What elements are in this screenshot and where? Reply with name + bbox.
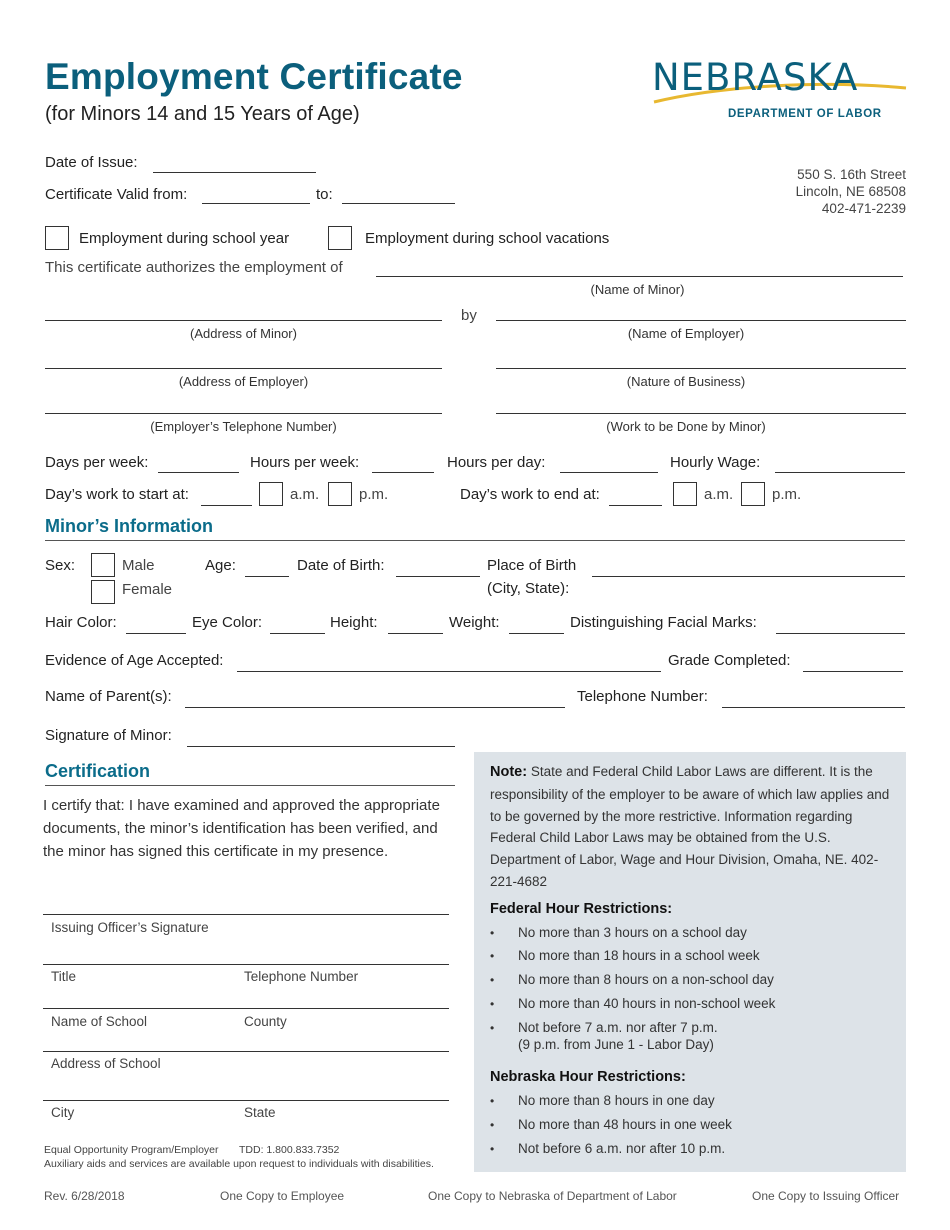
federal-item-extra: (9 p.m. from June 1 - Labor Day)	[518, 1037, 714, 1052]
start-pm-checkbox[interactable]	[328, 482, 352, 506]
name-of-minor-caption: (Name of Minor)	[590, 282, 685, 297]
title-label: Title	[51, 969, 77, 984]
bullet-icon: •	[490, 1094, 495, 1108]
hair-color-label: Hair Color:	[45, 614, 117, 631]
employer-phone-field[interactable]	[45, 413, 442, 414]
officer-phone-label: Telephone Number	[244, 969, 359, 984]
school-address-field[interactable]	[43, 1051, 449, 1052]
school-vacations-checkbox[interactable]	[328, 226, 352, 250]
name-of-employer-caption: (Name of Employer)	[627, 326, 745, 341]
federal-item: No more than 40 hours in non-school week	[518, 996, 776, 1011]
nebraska-heading: Nebraska Hour Restrictions:	[490, 1069, 686, 1085]
nebraska-item: No more than 8 hours in one day	[518, 1093, 715, 1108]
work-to-be-done-caption: (Work to be Done by Minor)	[606, 419, 766, 434]
note-body: State and Federal Child Labor Laws are different. It is the responsibility of the employer to be aware of which law applies and to be governed by the more restrictive. Information regarding Federal Child Labor Laws may be obtained from the U.S. Department of Labor, Wage and Hour Division, Omaha, NE. 402-221-4682	[490, 764, 890, 889]
age-label: Age:	[205, 557, 236, 574]
note-text	[490, 761, 898, 893]
start-am-checkbox[interactable]	[259, 482, 283, 506]
male-label: Male	[122, 557, 155, 574]
hair-color-field[interactable]	[126, 633, 186, 634]
name-of-employer-field[interactable]	[496, 320, 906, 321]
date-of-issue-label: Date of Issue:	[45, 154, 138, 171]
certification-heading: Certification	[45, 761, 151, 781]
logo-department: DEPARTMENT OF LABOR	[728, 108, 882, 120]
bullet-icon: •	[490, 1021, 495, 1035]
facial-marks-field[interactable]	[776, 633, 905, 634]
eop-text: Equal Opportunity Program/Employer	[44, 1144, 219, 1156]
state-label: State	[244, 1105, 276, 1120]
address-of-minor-field[interactable]	[45, 320, 442, 321]
grade-completed-label: Grade Completed:	[668, 652, 791, 669]
federal-item: Not before 7 a.m. nor after 7 p.m.	[518, 1020, 718, 1035]
address-street: 550 S. 16th Street	[797, 167, 906, 182]
weight-field[interactable]	[509, 633, 564, 634]
valid-to-label: to:	[316, 186, 333, 203]
age-field[interactable]	[245, 576, 289, 577]
end-pm-label: p.m.	[772, 486, 802, 503]
bullet-icon: •	[490, 973, 495, 987]
female-checkbox[interactable]	[91, 580, 115, 604]
note-box	[474, 752, 906, 1172]
work-end-field[interactable]	[609, 505, 662, 506]
federal-heading: Federal Hour Restrictions:	[490, 901, 673, 917]
county-label: County	[244, 1014, 287, 1029]
logo-wordmark: NEBRASKA	[652, 56, 859, 99]
officer-signature-field[interactable]	[43, 914, 449, 915]
minor-info-heading: Minor’s Information	[45, 516, 213, 536]
facial-marks-label: Distinguishing Facial Marks:	[570, 614, 757, 631]
federal-item: No more than 18 hours in a school week	[518, 948, 760, 963]
bullet-icon: •	[490, 997, 495, 1011]
city-state-field[interactable]	[43, 1100, 449, 1101]
date-of-issue-field[interactable]	[153, 172, 316, 173]
hours-per-week-label: Hours per week:	[250, 454, 360, 471]
address-city: Lincoln, NE 68508	[795, 184, 906, 199]
minor-signature-label: Signature of Minor:	[45, 727, 172, 744]
school-address-label: Address of School	[51, 1056, 161, 1071]
nebraska-item: Not before 6 a.m. nor after 10 p.m.	[518, 1141, 726, 1156]
valid-from-label: Certificate Valid from:	[45, 186, 188, 203]
place-of-birth-field[interactable]	[592, 576, 905, 577]
address-of-minor-caption: (Address of Minor)	[190, 326, 297, 341]
name-of-minor-field[interactable]	[376, 276, 903, 277]
days-per-week-label: Days per week:	[45, 454, 149, 471]
hourly-wage-field[interactable]	[775, 472, 905, 473]
address-phone: 402-471-2239	[821, 201, 906, 216]
evidence-of-age-field[interactable]	[237, 671, 661, 672]
city-state-label: (City, State):	[487, 580, 570, 597]
nebraska-item: No more than 48 hours in one week	[518, 1117, 732, 1132]
work-start-label: Day’s work to start at:	[45, 486, 189, 503]
dob-field[interactable]	[396, 576, 480, 577]
end-pm-checkbox[interactable]	[741, 482, 765, 506]
title-phone-field[interactable]	[43, 964, 449, 965]
school-year-label: Employment during school year	[79, 230, 290, 247]
federal-item: No more than 3 hours on a school day	[518, 925, 747, 940]
end-am-checkbox[interactable]	[673, 482, 697, 506]
eye-color-label: Eye Color:	[192, 614, 263, 631]
aux-aids-text: Auxiliary aids and services are available upon request to individuals with disabilities.	[44, 1158, 434, 1170]
federal-item: No more than 8 hours on a non-school day	[518, 972, 774, 987]
dol-address	[796, 166, 906, 217]
evidence-of-age-label: Evidence of Age Accepted:	[45, 652, 224, 669]
start-pm-label: p.m.	[359, 486, 389, 503]
revision-date: Rev. 6/28/2018	[44, 1189, 125, 1203]
page-subtitle: (for Minors 14 and 15 Years of Age)	[45, 103, 360, 125]
place-of-birth-label: Place of Birth	[487, 557, 577, 574]
start-am-label: a.m.	[290, 486, 320, 503]
page-title: Employment Certificate	[45, 56, 463, 97]
address-of-employer-field[interactable]	[45, 368, 442, 369]
height-label: Height:	[330, 614, 378, 631]
nature-of-business-caption: (Nature of Business)	[626, 374, 746, 389]
hours-per-day-field[interactable]	[560, 472, 658, 473]
city-label: City	[51, 1105, 75, 1120]
certification-text: I certify that: I have examined and approved the appropriate documents, the minor’s identification has been verified, and the minor has signed this certificate in my presence.	[43, 797, 440, 861]
parents-field[interactable]	[185, 707, 565, 708]
parents-phone-field[interactable]	[722, 707, 905, 708]
minor-signature-field[interactable]	[187, 746, 455, 747]
sex-label: Sex:	[45, 557, 76, 574]
bullet-icon: •	[490, 926, 495, 940]
bullet-icon: •	[490, 1142, 495, 1156]
hourly-wage-label: Hourly Wage:	[670, 454, 761, 471]
weight-label: Weight:	[449, 614, 500, 631]
by-label: by	[461, 307, 477, 324]
nature-of-business-field[interactable]	[496, 368, 906, 369]
nebraska-logo	[650, 58, 910, 124]
female-label: Female	[122, 581, 173, 598]
minor-info-divider	[45, 540, 905, 541]
work-end-label: Day’s work to end at:	[460, 486, 600, 503]
work-start-field[interactable]	[201, 505, 252, 506]
eye-color-field[interactable]	[270, 633, 325, 634]
hours-per-day-label: Hours per day:	[447, 454, 546, 471]
copy-officer: One Copy to Issuing Officer	[752, 1189, 900, 1203]
school-name-label: Name of School	[51, 1014, 148, 1029]
copy-dol: One Copy to Nebraska of Department of Labor	[428, 1189, 677, 1203]
male-checkbox[interactable]	[91, 553, 115, 577]
parents-phone-label: Telephone Number:	[577, 688, 708, 705]
employer-phone-caption: (Employer’s Telephone Number)	[150, 419, 337, 434]
work-to-be-done-field[interactable]	[496, 413, 906, 414]
hours-per-week-field[interactable]	[372, 472, 434, 473]
height-field[interactable]	[388, 633, 443, 634]
grade-completed-field[interactable]	[803, 671, 903, 672]
school-vacations-label: Employment during school vacations	[365, 230, 610, 247]
parents-label: Name of Parent(s):	[45, 688, 172, 705]
address-of-employer-caption: (Address of Employer)	[178, 374, 309, 389]
school-year-checkbox[interactable]	[45, 226, 69, 250]
valid-to-field[interactable]	[342, 203, 455, 204]
bullet-icon: •	[490, 1118, 495, 1132]
days-per-week-field[interactable]	[158, 472, 239, 473]
tdd-text: TDD: 1.800.833.7352	[239, 1144, 340, 1156]
dob-label: Date of Birth:	[297, 557, 385, 574]
note-label: Note:	[490, 764, 528, 780]
copy-employee: One Copy to Employee	[220, 1189, 345, 1203]
valid-from-field[interactable]	[202, 203, 310, 204]
school-county-field[interactable]	[43, 1008, 449, 1009]
authorizes-label: This certificate authorizes the employment of	[45, 259, 343, 276]
end-am-label: a.m.	[704, 486, 734, 503]
bullet-icon: •	[490, 949, 495, 963]
officer-signature-label: Issuing Officer’s Signature	[51, 920, 209, 935]
certification-divider	[45, 785, 455, 786]
